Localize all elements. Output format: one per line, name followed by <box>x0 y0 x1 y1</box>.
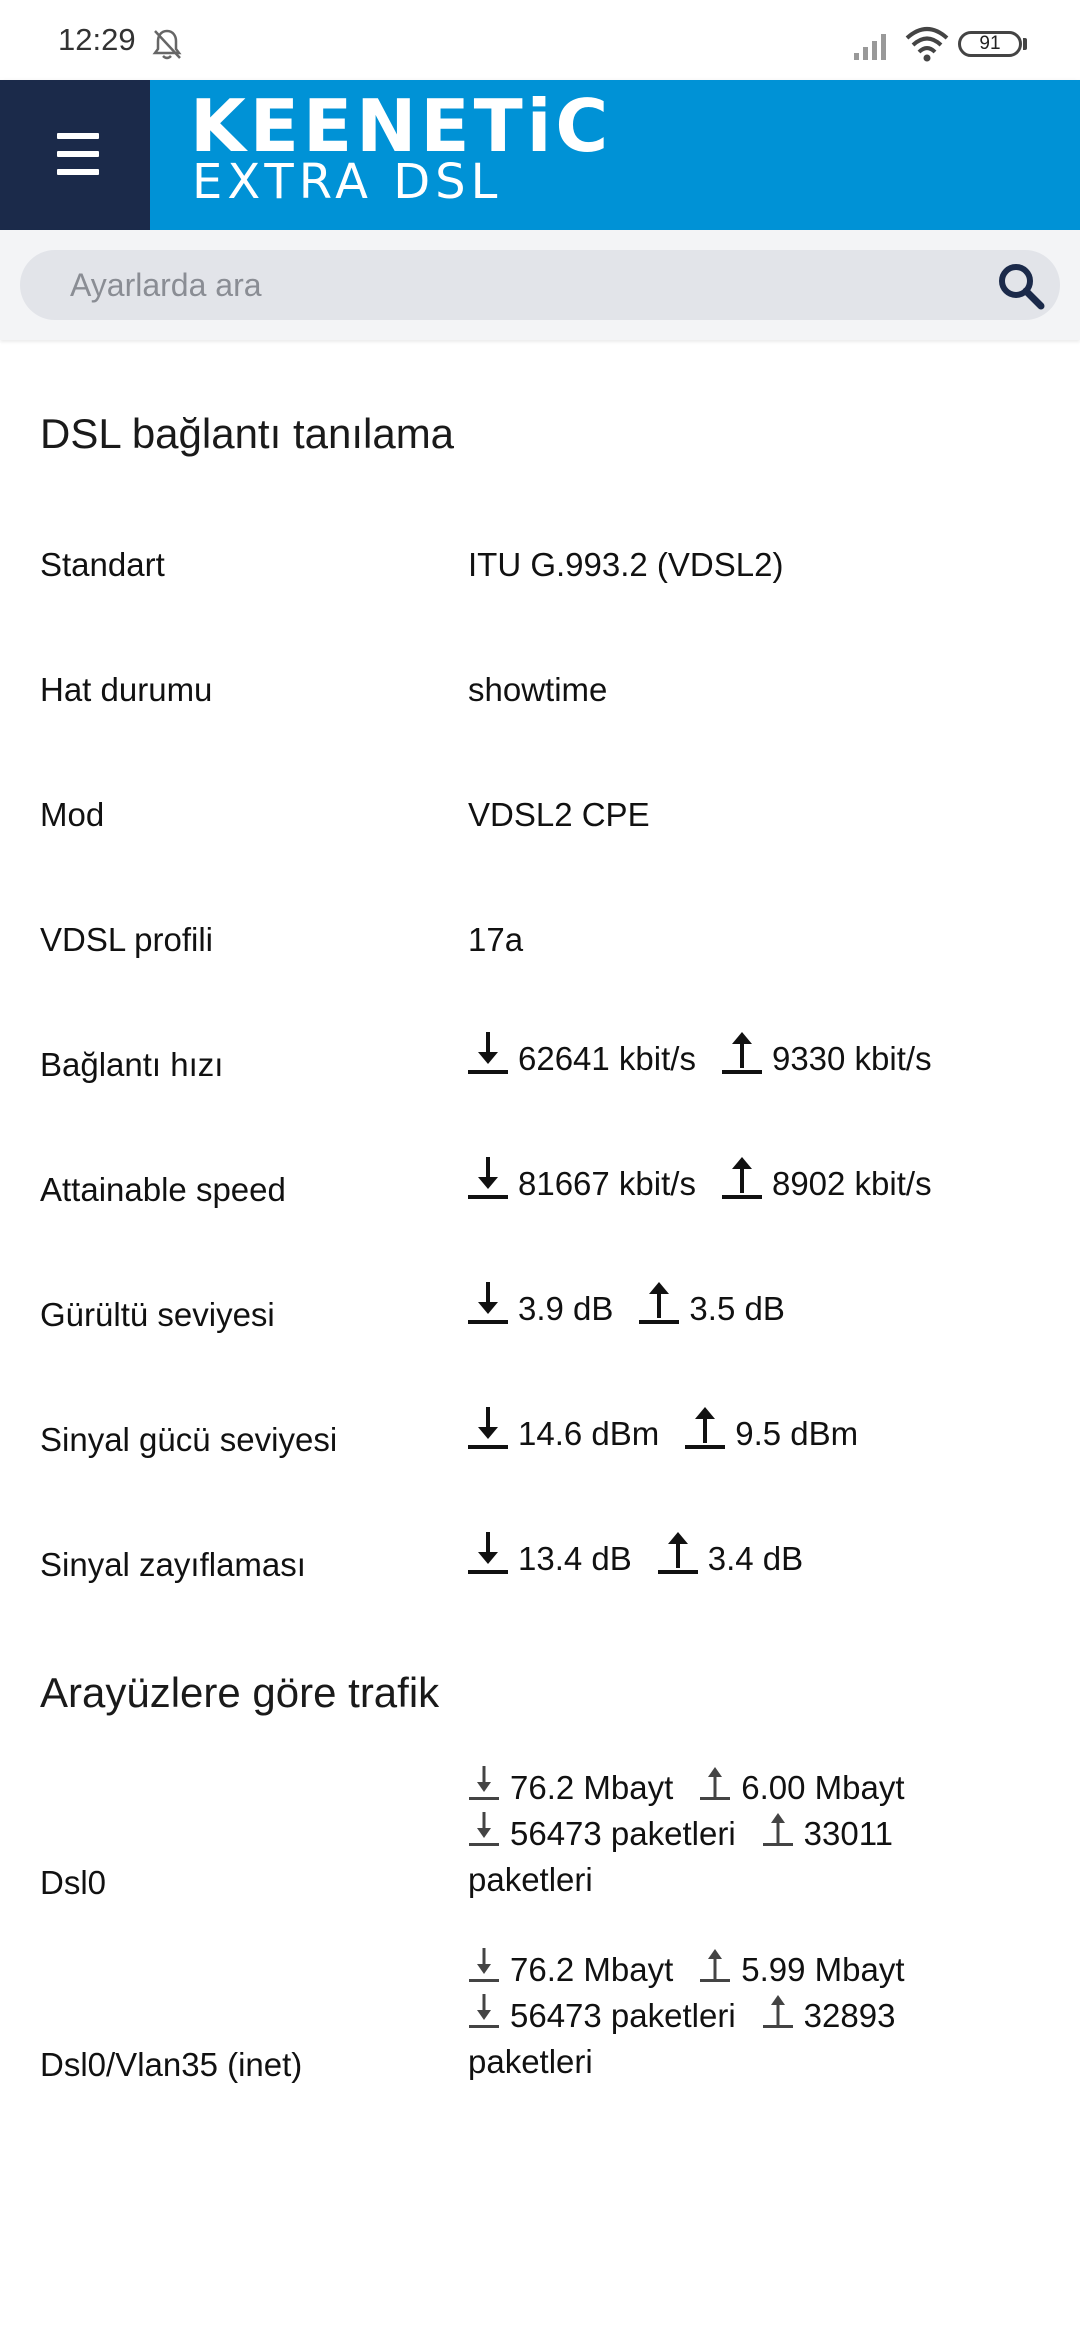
search-icon[interactable] <box>995 260 1047 312</box>
traffic-up-bytes: 5.99 Mbayt <box>741 1951 905 1988</box>
row-label-vdsl-profile: VDSL profili <box>40 921 214 958</box>
traffic-bytes-line <box>468 1947 1028 1993</box>
noise-level-up: 3.5 dB <box>689 1290 785 1327</box>
traffic-row-label-vlan35: Dsl0/Vlan35 (inet) <box>40 2046 303 2083</box>
upload-arrow-icon <box>722 1030 762 1074</box>
traffic-down-bytes: 76.2 Mbayt <box>510 1951 674 1988</box>
upload-arrow-icon <box>762 1811 794 1847</box>
attainable-speed-down: 81667 kbit/s <box>518 1165 696 1202</box>
row-value-attainable-speed <box>468 1155 932 1203</box>
upload-arrow-icon <box>639 1280 679 1324</box>
traffic-down-packets: 56473 paketleri <box>510 1997 736 2034</box>
download-arrow-icon <box>468 1811 500 1847</box>
signal-icon <box>852 31 892 61</box>
traffic-down-bytes: 76.2 Mbayt <box>510 1769 674 1806</box>
noise-level-down: 3.9 dB <box>518 1290 614 1327</box>
app-header <box>0 80 1080 230</box>
signal-power-up: 9.5 dBm <box>735 1415 859 1452</box>
row-value-standard: ITU G.993.2 (VDSL2) <box>468 546 784 583</box>
search-field <box>20 250 1060 320</box>
row-value-signal-attenuation <box>468 1530 803 1578</box>
traffic-packets-unit: paketleri <box>468 2043 593 2080</box>
search-bar <box>0 230 1080 340</box>
row-label-connection-speed: Bağlantı hızı <box>40 1046 224 1083</box>
row-label-signal-attenuation: Sinyal zayıflaması <box>40 1546 306 1583</box>
wifi-icon <box>904 26 950 62</box>
traffic-up-packets: 33011 <box>803 1815 893 1852</box>
download-arrow-icon <box>468 1993 500 2029</box>
signal-power-down: 14.6 dBm <box>518 1415 660 1452</box>
battery-tip <box>1023 38 1027 50</box>
row-value-line-status: showtime <box>468 671 608 708</box>
status-bar <box>0 0 1080 80</box>
traffic-packets-unit: paketleri <box>468 1861 593 1898</box>
traffic-row-value-dsl0 <box>468 1765 1028 1903</box>
row-label-standard: Standart <box>40 546 165 583</box>
dsl-section-title: DSL bağlantı tanılama <box>40 410 455 457</box>
download-arrow-icon <box>468 1765 500 1801</box>
connection-speed-down: 62641 kbit/s <box>518 1040 696 1077</box>
download-arrow-icon <box>468 1405 508 1449</box>
upload-arrow-icon <box>762 1993 794 2029</box>
traffic-row-label-dsl0: Dsl0 <box>40 1864 107 1901</box>
traffic-up-packets: 32893 <box>803 1997 896 2034</box>
download-arrow-icon <box>468 1530 508 1574</box>
menu-button[interactable] <box>0 80 150 230</box>
brand-logo: KEENETiC <box>190 84 613 168</box>
upload-arrow-icon <box>699 1765 731 1801</box>
attainable-speed-up: 8902 kbit/s <box>771 1165 932 1202</box>
traffic-packets-line <box>468 1811 1028 1857</box>
traffic-packets-line <box>468 1993 1028 2039</box>
traffic-up-bytes: 6.00 Mbayt <box>741 1769 905 1806</box>
row-value-signal-power <box>468 1405 858 1453</box>
upload-arrow-icon <box>658 1530 698 1574</box>
row-value-connection-speed <box>468 1030 932 1078</box>
battery-indicator: 91 <box>958 31 1022 57</box>
signal-attenuation-up: 3.4 dB <box>707 1540 804 1577</box>
row-value-mode: VDSL2 CPE <box>468 796 650 833</box>
device-model: EXTRA DSL <box>192 154 503 210</box>
row-value-vdsl-profile: 17a <box>468 921 524 958</box>
row-label-line-status: Hat durumu <box>40 671 213 708</box>
download-arrow-icon <box>468 1155 508 1199</box>
upload-arrow-icon <box>722 1155 762 1199</box>
bell-off-icon <box>150 27 184 61</box>
row-label-signal-power: Sinyal gücü seviyesi <box>40 1421 338 1458</box>
download-arrow-icon <box>468 1280 508 1324</box>
row-label-attainable-speed: Attainable speed <box>40 1171 286 1208</box>
row-label-noise-level: Gürültü seviyesi <box>40 1296 275 1333</box>
signal-attenuation-down: 13.4 dB <box>518 1540 632 1577</box>
traffic-bytes-line <box>468 1765 1028 1811</box>
upload-arrow-icon <box>685 1405 725 1449</box>
search-input[interactable] <box>68 250 968 320</box>
traffic-row-value-vlan35 <box>468 1947 1028 2085</box>
status-time: 12:29 <box>58 22 136 57</box>
upload-arrow-icon <box>699 1947 731 1983</box>
traffic-section-title: Arayüzlere göre trafik <box>40 1669 440 1716</box>
download-arrow-icon <box>468 1947 500 1983</box>
download-arrow-icon <box>468 1030 508 1074</box>
connection-speed-up: 9330 kbit/s <box>771 1040 932 1077</box>
traffic-down-packets: 56473 paketleri <box>510 1815 736 1852</box>
row-value-noise-level <box>468 1280 785 1328</box>
row-label-mode: Mod <box>40 796 105 833</box>
